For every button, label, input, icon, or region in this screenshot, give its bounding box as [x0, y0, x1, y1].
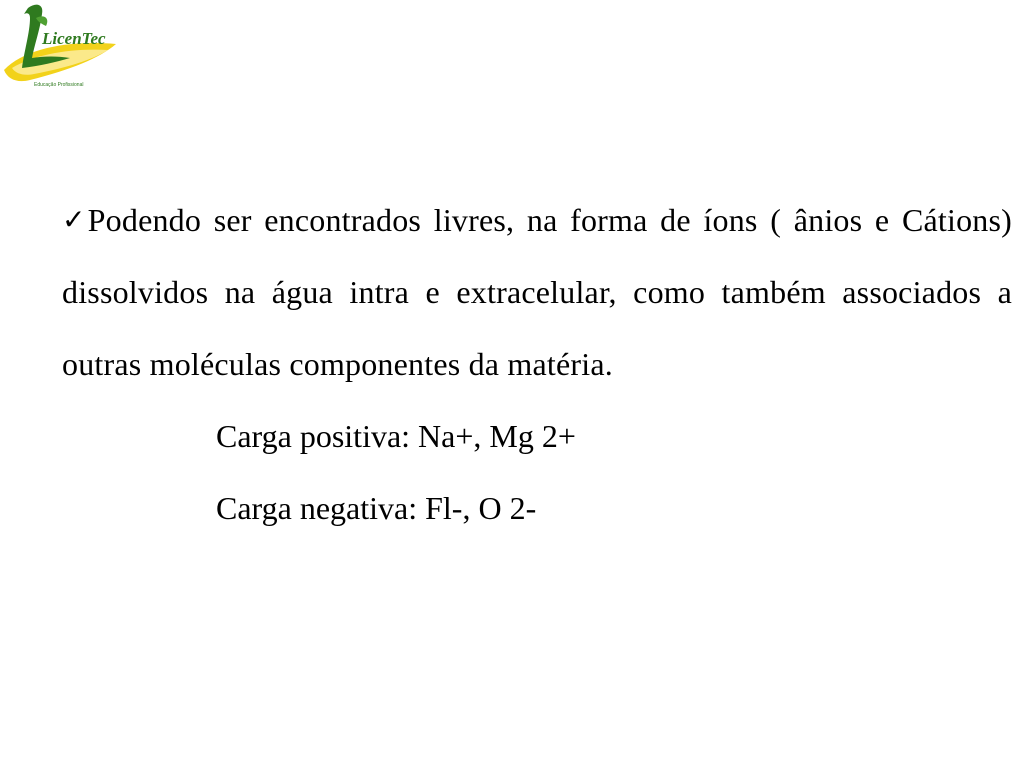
logo-wordmark: LicenTec: [42, 29, 106, 48]
paragraph-text: Podendo ser encontrados livres, na forma de íons ( ânios e Cátions) dissolvidos na água intra e extracelular, como também associados a outras moléculas componentes da matéria.: [62, 202, 1012, 382]
licentec-logo: [0, 0, 120, 92]
logo-tagline: Educação Profissional: [34, 82, 84, 88]
negative-charge-line: Carga negativa: Fl-, O 2-: [216, 490, 537, 526]
positive-charge-line: Carga positiva: Na+, Mg 2+: [216, 418, 576, 454]
slide-content: [62, 184, 1012, 544]
main-paragraph: [62, 184, 1012, 400]
check-mark-icon: ✓: [62, 203, 86, 236]
